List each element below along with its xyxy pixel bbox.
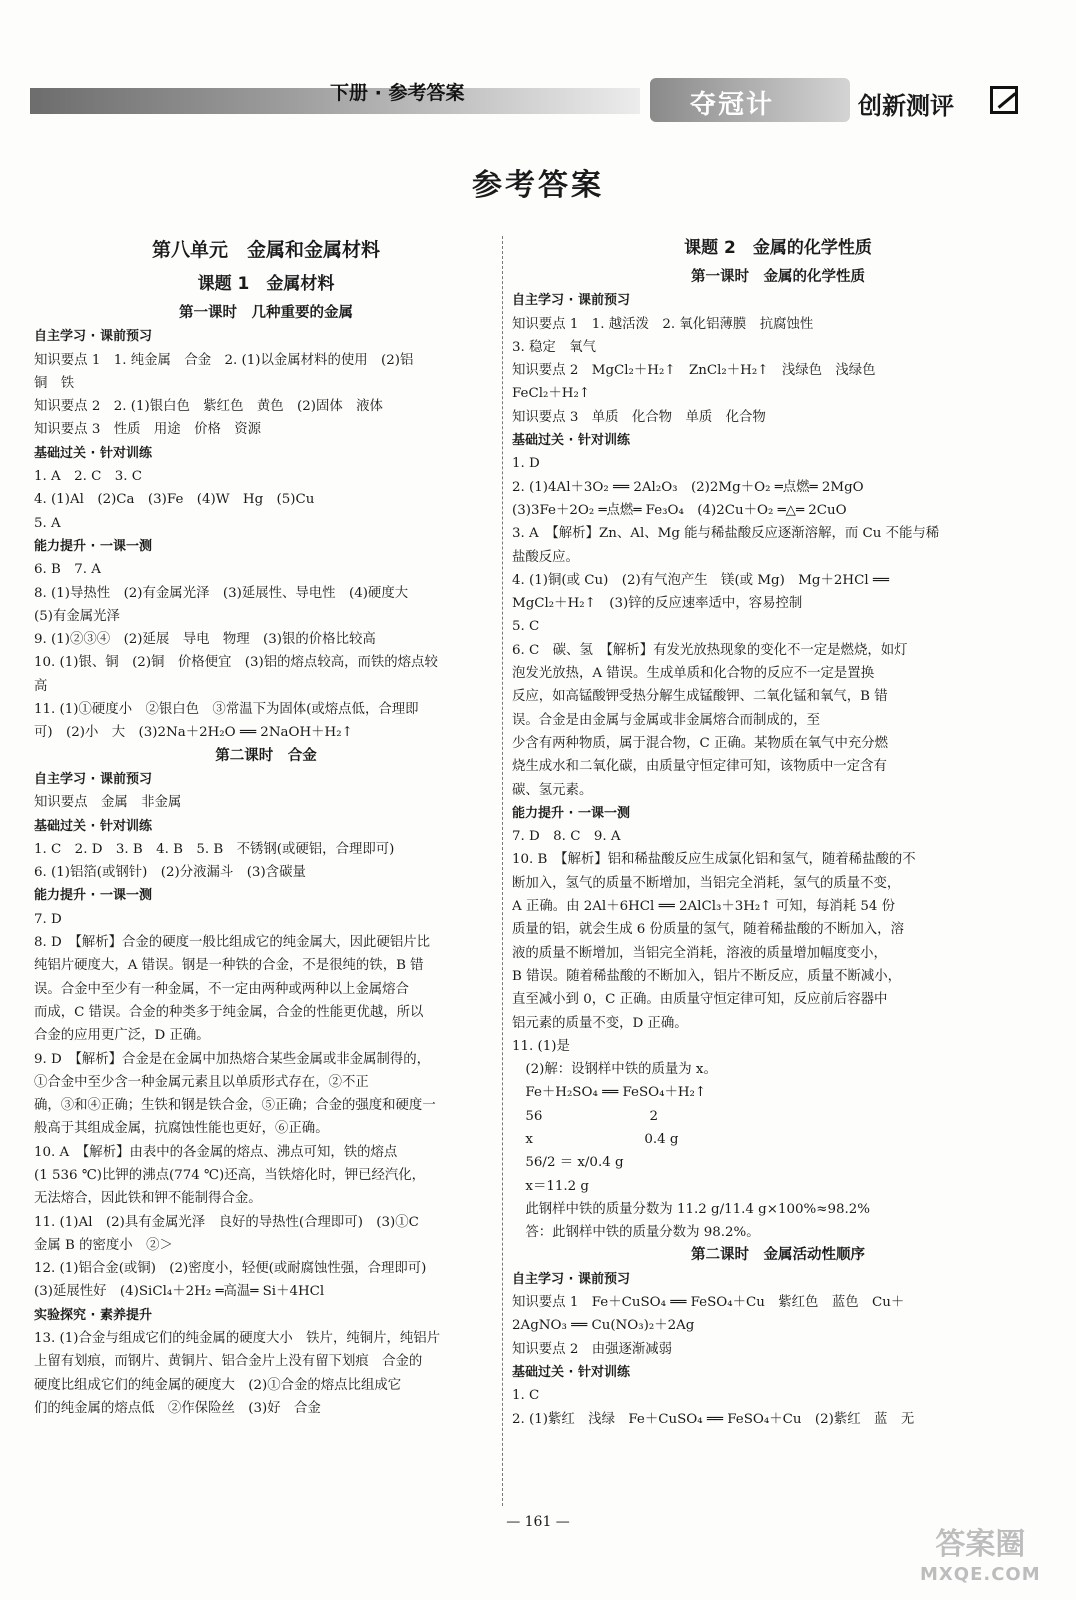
answer-line: 们的纯金属的熔点低 ②作保险丝 (3)好 合金 — [34, 1400, 321, 1416]
answer-line: 56 2 — [512, 1108, 659, 1124]
answer-line: 液的质量不断增加，当铝完全消耗，溶液的质量增加幅度变小， — [512, 945, 887, 961]
answer-line: 铜 铁 — [34, 375, 75, 391]
topic-title: 课题 1 金属材料 — [197, 274, 335, 294]
answer-line: 4. (1)铜(或 Cu) (2)有气泡产生 镁(或 Mg) Mg＋2HCl ══ — [512, 572, 889, 588]
answer-line: 此钢样中铁的质量分数为 11.2 g/11.4 g×100%≈98.2% — [512, 1201, 871, 1217]
section: 能力提升 · 一课一测 — [512, 805, 630, 821]
answer-line: 反应，如高锰酸钾受热分解生成锰酸钾、二氧化锰和氧气，B 错 — [512, 689, 888, 705]
section: 基础过关 · 针对训练 — [34, 818, 152, 834]
answer-line: 10. (1)银、铜 (2)铜 价格便宜 (3)铝的熔点较高，而铁的熔点较 — [34, 655, 438, 671]
answer-line: 知识要点 1 1. 纯金属 合金 2. (1)以金属材料的使用 (2)铝 — [34, 352, 414, 368]
watermark-text: 答案圈 — [935, 1527, 1026, 1562]
answer-line: 误。合金中至少有一种金属，不一定由两种或两种以上金属熔合 — [34, 981, 409, 997]
section: 基础过关 · 针对训练 — [512, 1364, 630, 1380]
answer-line: 断加入，氢气的质量不断增加，当铝完全消耗，氢气的质量不变， — [512, 875, 901, 891]
page-header — [30, 78, 1046, 126]
lesson-title: 第二课时 合金 — [215, 747, 317, 764]
answer-line: 合金的应用更广泛，D 正确。 — [34, 1028, 210, 1044]
answer-line: 知识要点 2 MgCl₂＋H₂↑ ZnCl₂＋H₂↑ 浅绿色 浅绿色 — [512, 363, 876, 379]
unit-title: 第八单元 金属和金属材料 — [151, 239, 380, 261]
section: 能力提升 · 一课一测 — [34, 888, 152, 904]
answer-line: 8. D 【解析】合金的硬度一般比组成它的纯金属大，因此硬铝片比 — [34, 935, 431, 951]
answer-line: 上留有划痕，而钢片、黄铜片、铝合金片上没有留下划痕 合金的 — [34, 1354, 423, 1370]
section: 自主学习 · 课前预习 — [512, 293, 630, 309]
answer-line: x 0.4 g — [512, 1131, 679, 1147]
answer-line: FeCl₂＋H₂↑ — [512, 386, 591, 402]
answer-line: 11. (1)①硬度小 ②银白色 ③常温下为固体(或熔点低，合理即 — [34, 702, 419, 718]
answer-line: 2. (1)4Al＋3O₂ ══ 2Al₂O₃ (2)2Mg＋O₂ ═点燃═ 2MgO — [512, 479, 864, 495]
answer-line: 金属 B 的密度小 ②＞ — [34, 1237, 173, 1253]
watermark-logo — [920, 1527, 1041, 1590]
answer-line: 知识要点 2 2. (1)银白色 紫红色 黄色 (2)固体 液体 — [34, 399, 383, 415]
answer-line: 13. (1)合金与组成它们的纯金属的硬度大小 铁片，纯铜片，纯铝片 — [34, 1331, 441, 1347]
answer-line: 烧生成水和二氧化碳，由质量守恒定律可知，该物质中一定含有 — [512, 759, 887, 775]
answer-line: 知识要点 1 1. 越活泼 2. 氧化铝薄膜 抗腐蚀性 — [512, 316, 814, 332]
answer-line: 7. D — [34, 911, 62, 927]
answer-line: 12. (1)铝合金(或铜) (2)密度小，轻便(或耐腐蚀性强，合理即可) — [34, 1261, 427, 1277]
answer-line: 6. (1)铝箔(或钢针) (2)分液漏斗 (3)含碳量 — [34, 865, 306, 881]
page-number: — 161 — — [506, 1514, 570, 1530]
answer-line: A 正确。由 2Al＋6HCl ══ 2AlCl₃＋3H₂↑ 可知，每消耗 54 份 — [512, 899, 896, 915]
answer-line: 纯铝片硬度大，A 错误。钢是一种铁的合金，不是很纯的铁，B 错 — [34, 958, 424, 974]
answer-line: 10. A 【解析】由表中的各金属的熔点、沸点可知，铁的熔点 — [34, 1144, 398, 1160]
answer-line: 少含有两种物质，属于混合物，C 正确。某物质在氧气中充分燃 — [512, 735, 889, 751]
answer-line: 直至减小到 0，C 正确。由质量守恒定律可知，反应前后容器中 — [512, 992, 888, 1008]
answer-line: 碳、氢元素。 — [512, 782, 593, 798]
answer-line: (3)延展性好 (4)SiCl₄＋2H₂ ═高温═ Si＋4HCl — [34, 1284, 325, 1300]
answer-line: 盐酸反应。 — [512, 549, 579, 565]
answer-line: (5)有金属光泽 — [34, 608, 120, 624]
answer-line: 11. (1)是 — [512, 1038, 570, 1054]
answer-line: ①合金中至少含一种金属元素且以单质形式存在，②不正 — [34, 1074, 369, 1090]
lesson-title: 第二课时 金属活动性顺序 — [691, 1247, 865, 1264]
answer-line: 6. B 7. A — [34, 562, 101, 578]
answer-line: 2AgNO₃ ══ Cu(NO₃)₂＋2Ag — [512, 1318, 695, 1334]
answer-line: B 错误。随着稀盐酸的不断加入，铝片不断反应，质量不断减小， — [512, 968, 902, 984]
answer-line: 10. B 【解析】铝和稀盐酸反应生成氯化铝和氢气，随着稀盐酸的不 — [512, 852, 916, 868]
answer-line: 4. (1)Al (2)Ca (3)Fe (4)W Hg (5)Cu — [34, 492, 315, 508]
answer-line: 确，③和④正确；生铁和钢是铁合金，⑤正确；合金的强度和硬度一 — [34, 1098, 436, 1114]
answer-line: 质量的铝，就会生成 6 份质量的氢气，随着稀盐酸的不断加入，溶 — [512, 922, 904, 938]
answer-line: 1. D — [512, 456, 540, 472]
answer-line: 般高于其组成金属，抗腐蚀性能也更好，⑥正确。 — [34, 1121, 329, 1137]
answer-line: 高 — [34, 678, 48, 694]
left-column — [34, 230, 498, 1420]
answer-line: x＝11.2 g — [512, 1178, 589, 1194]
answer-line: 泡发光放热，A 错误。生成单质和化合物的反应不一定是置换 — [512, 666, 875, 682]
answer-line: (2)解：设钢样中铁的质量为 x。 — [512, 1062, 717, 1078]
answer-line: 知识要点 金属 非金属 — [34, 795, 182, 811]
answer-line: 知识要点 3 单质 化合物 单质 化合物 — [512, 409, 766, 425]
answer-line: 答：此钢样中铁的质量分数为 98.2%。 — [512, 1225, 760, 1241]
answer-line: 11. (1)Al (2)具有金属光泽 良好的导热性(合理即可) (3)①C — [34, 1214, 419, 1230]
answer-line: 1. C — [512, 1388, 540, 1404]
answer-line: 2. (1)紫红 浅绿 Fe＋CuSO₄ ══ FeSO₄＋Cu (2)紫红 蓝 无 — [512, 1411, 915, 1427]
checkmark-icon — [990, 86, 1018, 114]
answer-line: (1 536 ℃)比钾的沸点(774 ℃)还高，当铁熔化时，钾已经汽化， — [34, 1167, 426, 1183]
brand-logo — [650, 78, 850, 122]
answer-line: (3)3Fe＋2O₂ ═点燃═ Fe₃O₄ (4)2Cu＋O₂ ═△═ 2CuO — [512, 502, 847, 518]
watermark-url: MXQE.COM — [920, 1564, 1041, 1585]
answer-line: 知识要点 2 由强逐渐减弱 — [512, 1341, 673, 1357]
answer-line: 5. C — [512, 619, 540, 635]
answer-line: 3. 稳定 氧气 — [512, 339, 596, 355]
answer-line: 无法熔合，因此铁和钾不能制得合金。 — [34, 1191, 262, 1207]
page-title: 参考答案 — [472, 168, 604, 203]
section: 实验探究 · 素养提升 — [34, 1307, 152, 1323]
answer-line: 铝元素的质量不变，D 正确。 — [512, 1015, 688, 1031]
answer-line: 9. (1)②③④ (2)延展 导电 物理 (3)银的价格比较高 — [34, 632, 376, 648]
header-section-label: 下册 · 参考答案 — [330, 82, 465, 104]
section: 自主学习 · 课前预习 — [34, 329, 152, 345]
answer-line: 知识要点 3 性质 用途 价格 资源 — [34, 422, 262, 438]
section: 基础过关 · 针对训练 — [34, 445, 152, 461]
section: 自主学习 · 课前预习 — [34, 771, 152, 787]
answer-line: 9. D 【解析】合金是在金属中加热熔合某些金属或非金属制得的， — [34, 1051, 431, 1067]
column-divider — [502, 236, 503, 1506]
answer-line: 1. C 2. D 3. B 4. B 5. B 不锈钢(或硬铝，合理即可) — [34, 841, 395, 857]
answer-line: 可) (2)小 大 (3)2Na＋2H₂O ══ 2NaOH＋H₂↑ — [34, 725, 353, 741]
answer-line: 硬度比组成它们的纯金属的硬度大 (2)①合金的熔点比组成它 — [34, 1377, 402, 1393]
answer-line: 3. A 【解析】Zn、Al、Mg 能与稀盐酸反应逐渐溶解，而 Cu 不能与稀 — [512, 526, 940, 542]
answer-line: 而成，C 错误。合金的种类多于纯金属，合金的性能更优越，所以 — [34, 1004, 424, 1020]
answer-line: 5. A — [34, 515, 61, 531]
answer-line: MgCl₂＋H₂↑ (3)锌的反应速率适中，容易控制 — [512, 596, 803, 612]
answer-line: 7. D 8. C 9. A — [512, 829, 621, 845]
right-column — [512, 230, 1044, 1431]
answer-line: 8. (1)导热性 (2)有金属光泽 (3)延展性、导电性 (4)硬度大 — [34, 585, 409, 601]
section: 基础过关 · 针对训练 — [512, 433, 630, 449]
brand-logo-text: 夺冠计 — [690, 90, 775, 120]
topic-title: 课题 2 金属的化学性质 — [684, 238, 872, 258]
answer-line: 6. C 碳、氢 【解析】有发光放热现象的变化不一定是燃烧，如灯 — [512, 642, 908, 658]
lesson-title: 第一课时 几种重要的金属 — [179, 305, 353, 321]
brand-series-name: 创新测评 — [858, 92, 954, 120]
answer-line: 误。合金是由金属与金属或非金属熔合而制成的，至 — [512, 712, 820, 728]
answer-line: 56/2 ＝ x/0.4 g — [512, 1155, 624, 1171]
section: 能力提升 · 一课一测 — [34, 538, 152, 554]
answer-line: 1. A 2. C 3. C — [34, 469, 143, 485]
lesson-title: 第一课时 金属的化学性质 — [691, 269, 865, 285]
section: 自主学习 · 课前预习 — [512, 1271, 630, 1287]
answer-line: 知识要点 1 Fe＋CuSO₄ ══ FeSO₄＋Cu 紫红色 蓝色 Cu＋ — [512, 1295, 905, 1311]
answer-line: Fe＋H₂SO₄ ══ FeSO₄＋H₂↑ — [512, 1085, 707, 1101]
